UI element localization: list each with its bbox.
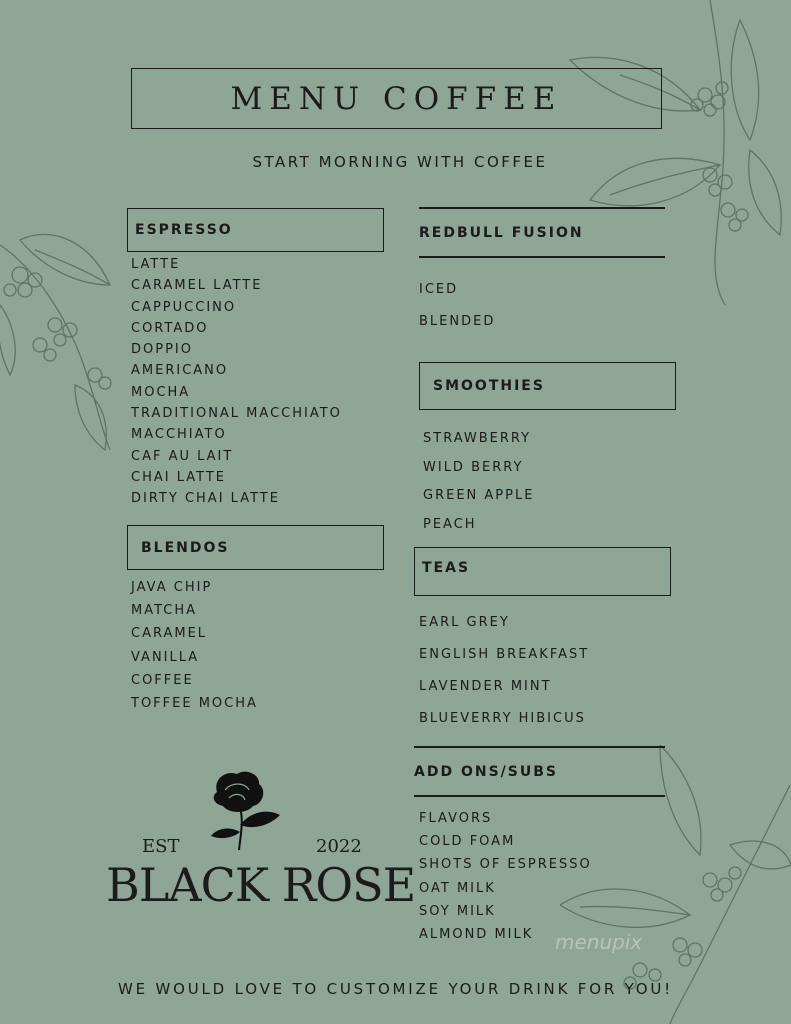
teas-list: [419, 614, 589, 742]
menu-item: STRAWBERRY: [423, 431, 532, 446]
menu-item: COFFEE: [131, 672, 194, 688]
menu-item: MACCHIATO: [131, 427, 227, 443]
menu-item: LATTE: [131, 257, 181, 272]
watermark-text: menupix: [555, 930, 643, 954]
menu-item: CAF AU LAIT: [131, 448, 234, 464]
menu-item: BLUEVERRY HIBICUS: [419, 711, 586, 726]
menu-item: CARAMEL: [131, 626, 208, 642]
menu-item: COLD FOAM: [419, 834, 516, 850]
logo-year: 2022: [316, 836, 362, 857]
menu-item: EARL GREY: [419, 615, 510, 630]
menu-item: VANILLA: [131, 649, 200, 665]
menu-item: GREEN APPLE: [423, 488, 535, 504]
menu-item: OAT MILK: [419, 880, 496, 896]
menu-item: ENGLISH BREAKFAST: [419, 647, 590, 662]
menu-item: CHAI LATTE: [131, 469, 227, 485]
menu-item: BLENDED: [419, 314, 496, 329]
add-ons-heading: ADD ONS/SUBS: [414, 746, 665, 797]
menu-item: TRADITIONAL MACCHIATO: [131, 406, 342, 422]
menu-item: SHOTS OF ESPRESSO: [419, 857, 592, 873]
redbull-fusion-heading: REDBULL FUSION: [419, 207, 665, 258]
smoothies-list: [423, 430, 534, 544]
redbull-fusion-list: [419, 281, 495, 345]
teas-heading: TEAS: [414, 547, 671, 596]
menu-item: LAVENDER MINT: [419, 679, 552, 694]
menu-item: DOPPIO: [131, 342, 193, 358]
menu-item: MOCHA: [131, 384, 191, 400]
menu-item: TOFFEE MOCHA: [131, 695, 258, 711]
menu-item: MATCHA: [131, 603, 198, 619]
menu-item: AMERICANO: [131, 363, 229, 379]
menu-item: WILD BERRY: [423, 459, 524, 475]
add-ons-list: [419, 810, 592, 949]
smoothies-heading: SMOOTHIES: [419, 362, 676, 410]
logo-name: BLACK ROSE: [106, 858, 416, 912]
menu-subtitle: START MORNING WITH COFFEE: [252, 153, 548, 171]
menu-item: SOY MILK: [419, 903, 496, 919]
footer-message: WE WOULD LOVE TO CUSTOMIZE YOUR DRINK FOR YOU!: [118, 980, 673, 998]
menu-title: MENU COFFEE: [131, 68, 662, 129]
menu-item: FLAVORS: [419, 811, 493, 826]
menu-item: ALMOND MILK: [419, 926, 534, 942]
blendos-heading: BLENDOS: [127, 525, 384, 570]
coffee-branch-left-illustration: [0, 205, 120, 455]
menu-item: JAVA CHIP: [131, 580, 213, 595]
menu-item: PEACH: [423, 516, 477, 532]
menu-item: CARAMEL LATTE: [131, 278, 263, 294]
espresso-list: [131, 256, 342, 512]
menu-item: DIRTY CHAI LATTE: [131, 491, 280, 507]
menu-item: CAPPUCCINO: [131, 299, 237, 315]
menu-item: ICED: [419, 282, 459, 297]
logo-est-label: EST: [142, 836, 180, 857]
menu-item: CORTADO: [131, 320, 209, 336]
espresso-heading: ESPRESSO: [127, 208, 384, 252]
rose-icon: [205, 770, 290, 852]
blendos-list: [131, 579, 258, 718]
